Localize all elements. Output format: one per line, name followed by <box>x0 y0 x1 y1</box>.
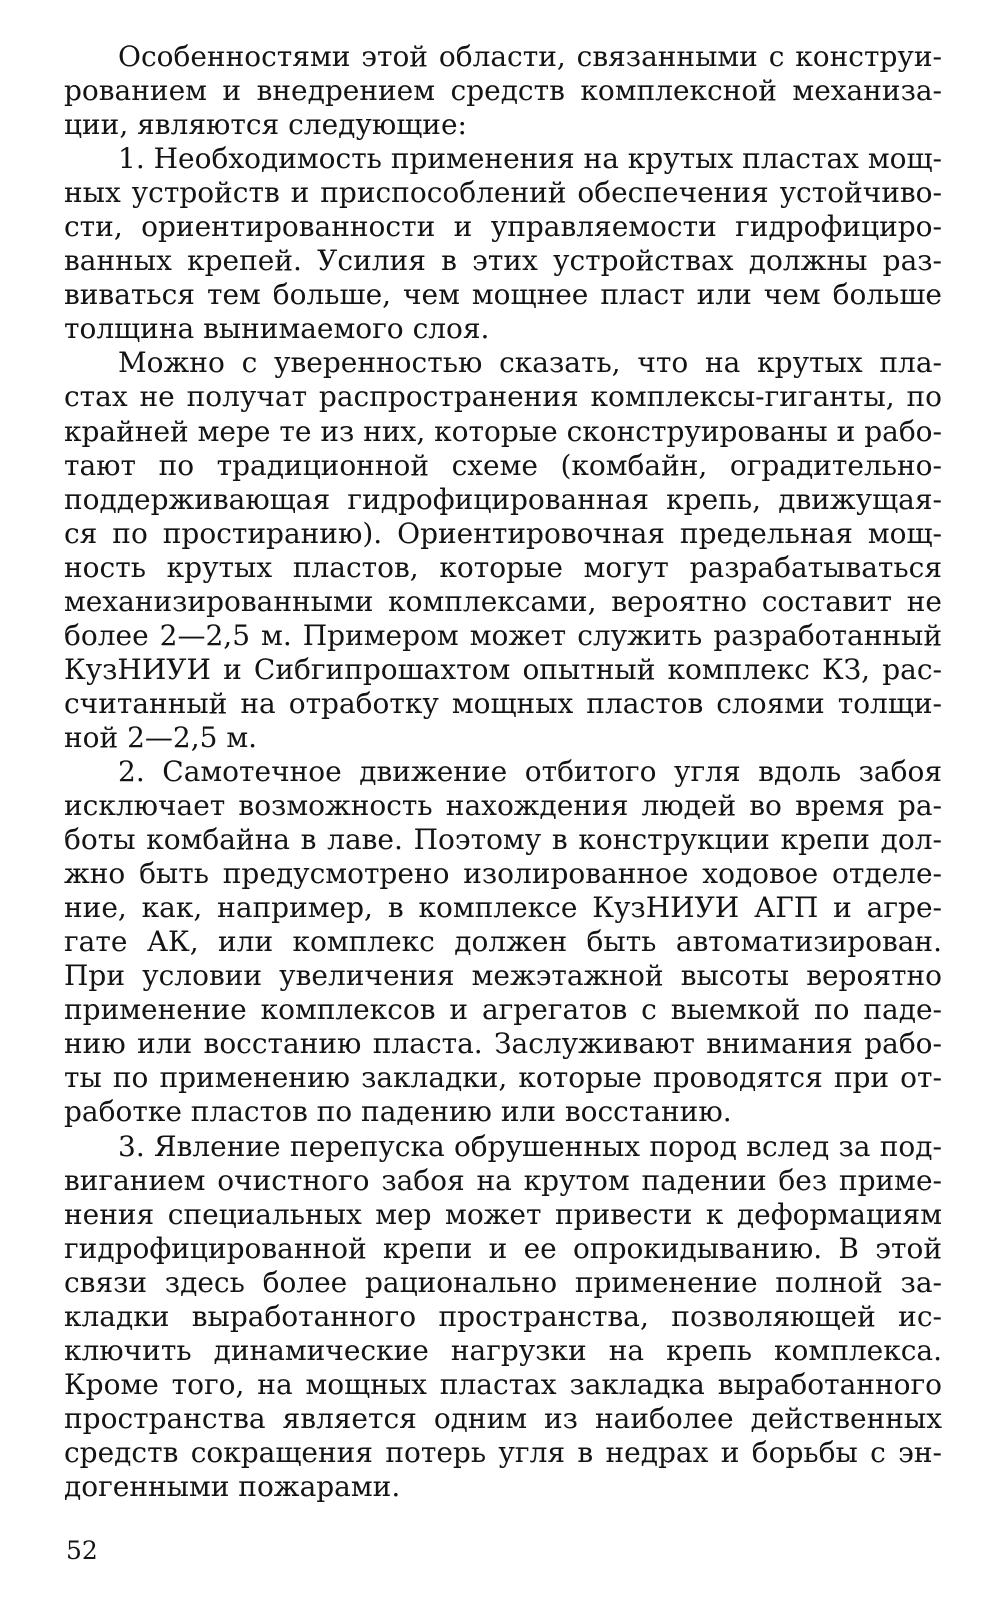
text-line: исключает возможность нахождения людей во время ра- <box>64 789 942 823</box>
text-line: ванных крепей. Усилия в этих устройствах должны раз- <box>64 244 942 278</box>
text-line: ключить динамические нагрузки на крепь комплекса. <box>64 1333 942 1367</box>
text-line: ность крутых пластов, которые могут разрабатываться <box>64 550 942 584</box>
text-line: 2. Самотечное движение отбитого угля вдоль забоя <box>118 754 942 788</box>
text-line: КузНИУИ и Сибгипрошахтом опытный комплекс КЗ, рас- <box>64 652 942 686</box>
text-line: работке пластов по падению или восстанию. <box>64 1095 732 1129</box>
paragraph-item-3 <box>64 1130 942 1505</box>
text-line: ся по простиранию). Ориентировочная предельная мощ- <box>64 516 942 550</box>
page-number: 52 <box>66 1536 98 1565</box>
page-body <box>64 40 942 1504</box>
text-line: пространства является одним из наиболее действенных <box>64 1401 942 1435</box>
text-line: сти, ориентированности и управляемости гидрофициро- <box>64 210 942 244</box>
text-line: применение комплексов и агрегатов с выемкой по паде- <box>64 993 942 1027</box>
paragraph-item-1 <box>64 142 942 346</box>
paragraph-intro <box>64 40 942 142</box>
text-line: кладки выработанного пространства, позволяющей ис- <box>64 1299 942 1333</box>
text-line: рованием и внедрением средств комплексной механиза- <box>64 74 942 108</box>
text-line: жно быть предусмотрено изолированное ходовое отделе- <box>64 857 942 891</box>
text-line: крайней мере те из них, которые сконструированы и рабо- <box>64 414 942 448</box>
text-line: механизированными комплексами, вероятно составит не <box>64 584 942 618</box>
text-line: виганием очистного забоя на крутом падении без приме- <box>64 1163 942 1197</box>
text-line: 1. Необходимость применения на крутых пластах мощ- <box>118 142 942 176</box>
text-line: связи здесь более рационально применение полной за- <box>64 1265 942 1299</box>
text-line: поддерживающая гидрофицированная крепь, движущая- <box>64 482 942 516</box>
text-line: ных устройств и приспособлений обеспечения устойчиво- <box>64 176 942 210</box>
text-line: ции, являются следующие: <box>64 108 467 142</box>
text-line: гате АК, или комплекс должен быть автоматизирован. <box>64 925 942 959</box>
text-line: Кроме того, на мощных пластах закладка выработанного <box>64 1367 942 1401</box>
paragraph-item-2 <box>64 755 942 1130</box>
text-line: ты по применению закладки, которые проводятся при от- <box>64 1061 942 1095</box>
text-line: догенными пожарами. <box>64 1469 401 1503</box>
text-line: ной 2—2,5 м. <box>64 720 258 754</box>
text-line: нения специальных мер может привести к деформациям <box>64 1197 942 1231</box>
text-line: боты комбайна в лаве. Поэтому в конструкции крепи дол- <box>64 823 942 857</box>
text-line: 3. Явление перепуска обрушенных пород вслед за под- <box>118 1129 942 1163</box>
text-line: Можно с уверенностью сказать, что на крутых пла- <box>118 346 942 380</box>
text-line: считанный на отработку мощных пластов слоями толщи- <box>64 686 942 720</box>
text-line: Особенностями этой области, связанными с конструи- <box>118 40 942 73</box>
paragraph-complexes <box>64 346 942 755</box>
text-line: толщина вынимаемого слоя. <box>64 312 490 346</box>
text-line: гидрофицированной крепи и ее опрокидыванию. В этой <box>64 1231 942 1265</box>
text-line: средств сокращения потерь угля в недрах и борьбы с эн- <box>64 1435 942 1469</box>
text-line: тают по традиционной схеме (комбайн, оградительно- <box>64 448 942 482</box>
text-line: виваться тем больше, чем мощнее пласт или чем больше <box>64 278 942 312</box>
text-line: стах не получат распространения комплексы-гиганты, по <box>64 380 942 414</box>
text-line: более 2—2,5 м. Примером может служить разработанный <box>64 618 942 652</box>
text-line: При условии увеличения межэтажной высоты вероятно <box>64 959 942 993</box>
text-line: ние, как, например, в комплексе КузНИУИ АГП и агре- <box>64 891 942 925</box>
text-line: нию или восстанию пласта. Заслуживают внимания рабо- <box>64 1027 942 1061</box>
